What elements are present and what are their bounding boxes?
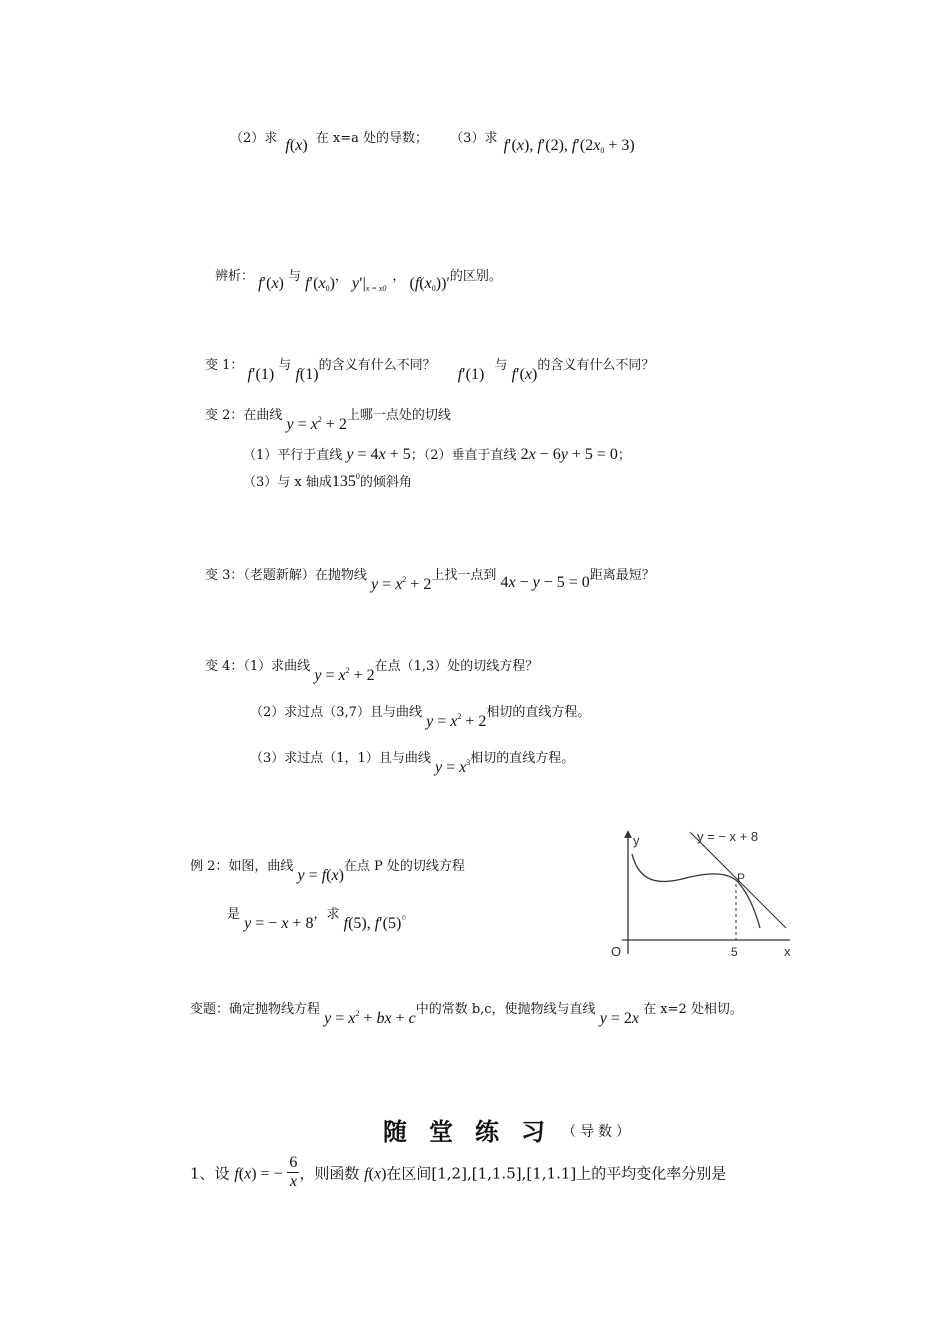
text: 是 [227, 907, 241, 922]
curve [632, 854, 760, 928]
text: ； [617, 448, 631, 463]
text: ；（2）垂直于直线 [410, 448, 517, 463]
line-bian2: 变 2：在曲线 $y = x^2 + 2$上哪一点处的切线 [205, 408, 451, 433]
text: 变 1： [205, 358, 244, 373]
text: 的含义有什么不同？ [537, 358, 655, 373]
text: 上哪一点处的切线 [346, 408, 451, 423]
text: ， [334, 269, 348, 284]
question-1: 1、设 f(x) = − $\frac{6}{x}$ ，则函数 f(x)在区间[1,2],[1,1.5],[1,1.1]上的平均变化率分别是 [190, 1154, 727, 1190]
point-p-label: P [737, 871, 746, 885]
text: 变 4：（1）求曲线 [205, 659, 311, 674]
text: 在区间[1,2],[1,1.5],[1,1.1]上的平均变化率分别是 [386, 1164, 727, 1183]
section-title: 随堂练习 [383, 1117, 567, 1146]
text: 在点（1,3）处的切线方程？ [374, 659, 539, 674]
text: 变 2：在曲线 [205, 408, 283, 423]
text: 中的常数 b,c，使抛物线与直线 [415, 1002, 596, 1017]
line-example2-b: 是 y = − x + 8，求 f(5), f′(5)。 [227, 907, 415, 932]
tangent-equation-label: y = − x + 8 [697, 829, 759, 844]
text: 与 [494, 358, 508, 373]
line-bianxi: 辨析： f′(x) 与 $f'(x_0)$， $y'|_{x = x0}$， $(f(x_0))'$的区别。 [215, 269, 502, 293]
text: 变题：确定抛物线方程 [190, 1002, 321, 1017]
text: 。 [401, 907, 415, 922]
text: 上找一点到 [431, 568, 497, 583]
line-bian2-1: （1）平行于直线 y = 4x + 5；（2）垂直于直线 2x − 6y + 5 = 0； [243, 446, 631, 463]
line-bian4-2: （2）求过点（3,7）且与曲线 $y = x^2 + 2$相切的直线方程。 [250, 705, 591, 730]
text: 相切的直线方程。 [470, 751, 575, 766]
text: 在 x=a 处的导数； [315, 131, 429, 146]
text: （3）求过点（1，1）且与曲线 [250, 751, 431, 766]
text: 在 x=2 处相切。 [643, 1002, 743, 1017]
line-example2: 例 2：如图，曲线 y = f(x)在点 P 处的切线方程 [190, 859, 465, 884]
text: 变 3：（老题新解）在抛物线 [205, 568, 367, 583]
origin-label: O [611, 944, 622, 959]
text: （2）求过点（3,7）且与曲线 [250, 705, 422, 720]
text: ， [392, 269, 406, 284]
line-bian3: 变 3：（老题新解）在抛物线 $y = x^2 + 2$上找一点到 4x − y − 5 = 0距离最短？ [205, 568, 655, 593]
tangent-figure [600, 820, 810, 970]
x-axis-label: x [784, 944, 791, 959]
text: ，求 [313, 907, 340, 922]
line-derivative-question: （2）求 f(x) 在 x=a 处的导数； （3）求 f′(x), f′(2), $f'(2x_0 + 3)$ [230, 131, 635, 155]
text: 与 [288, 269, 302, 284]
line-bian1: 变 1： f′(1) 与 f(1)的含义有什么不同？ f′(1) 与 f′(x)的含义有什么不同？ [205, 358, 655, 383]
text: 与 [278, 358, 292, 373]
text: 例 2：如图，曲线 [190, 859, 294, 874]
text: ，则函数 [299, 1164, 360, 1183]
text: 相切的直线方程。 [486, 705, 591, 720]
text: 在点 P 处的切线方程 [343, 859, 465, 874]
text: 的区别。 [449, 269, 502, 284]
line-bianti: 变题：确定抛物线方程 $y = x^2$ + bx + c中的常数 b,c，使抛物线与直线 y = 2x 在 x=2 处相切。 [190, 1002, 743, 1027]
text: 1、设 [190, 1164, 230, 1183]
text: 辨析： [215, 269, 255, 284]
line-bian2-3: （3）与 x 轴成$135^0$的倾斜角 [243, 472, 412, 490]
text: 的倾斜角 [359, 475, 412, 490]
text: （3）求 [450, 131, 498, 146]
tick-5-label: 5 [731, 945, 738, 959]
text: （3）与 x 轴成 [243, 475, 332, 490]
line-bian4-1: 变 4：（1）求曲线 $y = x^2 + 2$在点（1,3）处的切线方程？ [205, 659, 539, 684]
line-bian4-3: （3）求过点（1，1）且与曲线 $y = x^3$相切的直线方程。 [250, 751, 575, 776]
text: （2）求 [230, 131, 278, 146]
text: （1）平行于直线 [243, 448, 343, 463]
text: 的含义有什么不同？ [318, 358, 436, 373]
y-axis-label: y [633, 833, 640, 848]
text: 距离最短？ [589, 568, 655, 583]
section-title-note: （导数） [562, 1124, 634, 1140]
